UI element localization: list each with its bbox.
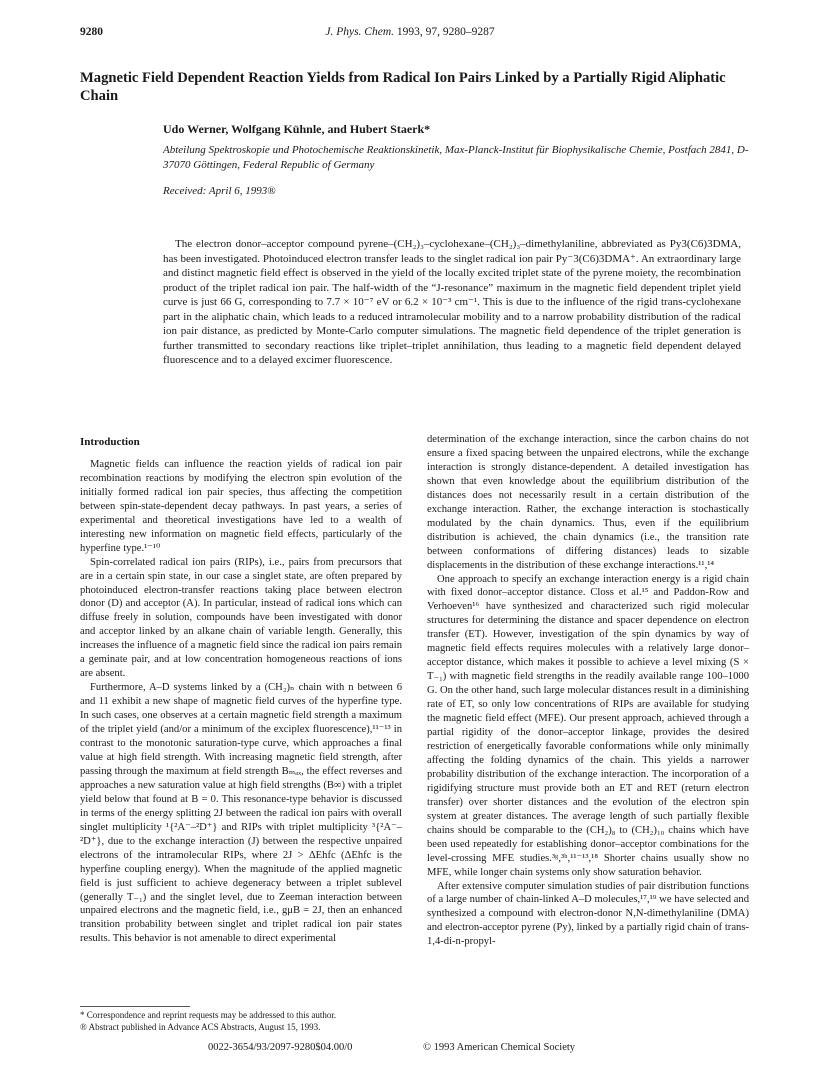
- footnote-correspondence: * Correspondence and reprint requests may be addressed to this author.: [80, 1010, 337, 1020]
- paragraph: One approach to specify an exchange interaction energy is a rigid chain with fixed donor–acceptor distance. Closs et al.¹⁵ and Paddon-Row and Verhoeven¹⁶ have synthesized and characterized such rigid molecular structures for determining the distance and spacer dependence on electron transfer (ET). However, investigation of the spin dynamics by way of magnetic field effects requires molecules with a relatively large donor–acceptor distance, which makes it possible to achieve a level mixing (S × T₋₁) with magnetic field strengths in the readily available range 100–1000 G. On the other hand, such large molecular distances result in a diminishing rate of ET, so only low concentrations of RIPs are available for studying the magnetic field effect (MFE). Our present approach, achieved through a partial rigidity of the donor–acceptor linkage, provides the desired restriction of energetically favorable conformations while only minimally affecting the folding dynamics of the chain. This yields a narrower probability distribution of the exchange interaction. The incorporation of a rigidifying structure must provide both an ET and RET (return electron transfer) over shorter distances and the evolution of the electron spin system at greater distances. The average length of such partially flexible chains should be comparable to the (CH₂)₈ to (CH₂)₁₀ chains which have been used repeatedly for establishing donor–acceptor combinations for the level-crossing MFE studies.³ᵍ,³ʰ,¹¹⁻¹³,¹⁸ Shorter chains usually show no MFE, while longer chain systems only show saturation behavior.: [427, 573, 749, 878]
- author-list: Udo Werner, Wolfgang Kühnle, and Hubert Staerk*: [163, 122, 431, 136]
- citation-info: 1993, 97, 9280–9287: [394, 26, 495, 38]
- footnote-divider: [80, 1006, 190, 1007]
- paragraph: determination of the exchange interaction, since the carbon chains do not ensure a fixed spacing between the unpaired electrons, while the exchange interaction is strongly distance-dependent. A detailed investigation has shown that even knowledge about the equilibrium distribution of the distances does not necessarily result in a certain distribution of the exchange interaction. Rather, the exchange interaction is stochastically modulated by the chain dynamics. Thus, even if the equilibrium distribution is achieved, the chain dynamics (i.e., the transition rate between conformations of differing distances) leads to sizable displacements in the distribution of these exchange interactions.¹¹,¹⁴: [427, 434, 749, 571]
- footnote-abstract-published: ® Abstract published in Advance ACS Abstracts, August 15, 1993.: [80, 1021, 321, 1032]
- paragraph: After extensive computer simulation studies of pair distribution functions of a large number of chain-linked A–D molecules,¹⁷,¹⁹ we have selected and synthesized a compound with electron-donor N,N-dimethylaniline (DMA) and electron-acceptor pyrene (Py), linked by a partially rigid chain of trans-1,4-di-n-propyl-: [427, 880, 749, 948]
- paragraph: Magnetic fields can influence the reaction yields of radical ion pair recombination reactions by modifying the electron spin evolution of the initially formed radical ion pair species, thus affecting the competition between spin-state-dependent decay pathways. In past years, a series of experimental and theoretical investigations have led to a wealth of interesting new information on magnetic field effects, particularly of the hyperfine type.¹⁻¹⁰: [80, 458, 402, 554]
- footnotes: [80, 1010, 410, 1033]
- running-header: [0, 26, 820, 38]
- article-title: Magnetic Field Dependent Reaction Yields from Radical Ion Pairs Linked by a Partially Rigid Aliphatic Chain: [80, 70, 726, 104]
- journal-name: J. Phys. Chem.: [325, 26, 395, 38]
- page-number: 9280: [80, 26, 103, 38]
- abstract: The electron donor–acceptor compound pyrene–(CH₂)₃–cyclohexane–(CH₂)₃–dimethylaniline, abbreviated as Py3(C6)3DMA, has been investigated. Photoinduced electron transfer leads to the singlet radical ion pair Py⁻3(C6)3DMA⁺. An extraordinary large and distinct magnetic field effect is observed in the yield of the locally excited triplet state of the pyrene moiety, the recombination product of the triplet radical ion pair. The half-width of the “J-resonance” maximum in the magnetic field dependent triplet yield curve is just 66 G, corresponding to 7.7 × 10⁻⁷ eV or 6.2 × 10⁻³ cm⁻¹. This is due to the influence of the rigid trans-cyclohexane part in the aliphatic chain, which leads to a reduced intramolecular mobility and to a narrow probability distribution of the radical ion pair distance, as predicted by Monte-Carlo computer simulations. The magnetic field dependence of the triplet generation is further transmitted to secondary reactions like triplet–triplet annihilation, thus leading to a magnetic field dependent delayed fluorescence and to a delayed excimer fluorescence.: [163, 238, 741, 366]
- paragraph: Furthermore, A–D systems linked by a (CH₂)ₙ chain with n between 6 and 11 exhibit a new shape of magnetic field curves of the hyperfine type. In such cases, one observes at a certain magnetic field strength a maximum of the triplet yield (and/or a minimum of the exciplex fluorescence),¹¹⁻¹³ in contrast to the monotonic saturation-type curve, which approaches a final value at high field strength. With increasing magnetic field strength, after passing through the maximum at field strength Bₘₐₓ, the effect reverses and approaches a new saturation value at high field strengths (B∞) with a triplet yield below that found at B = 0. This resonance-type behavior is discussed in terms of the energy splitting 2J between the radical ion pairs with overall singlet multiplicity ¹{²A⁻–²D⁺} and RIPs with triplet multiplicity ³{²A⁻–²D⁺}, due to the exchange interaction (J) between the respective unpaired electrons of the intramolecular RIPs, where 2J > ΔEhfc (ΔEhfc is the hyperfine coupling energy). When the magnitude of the applied magnetic field is just sufficient to achieve degeneracy between a triplet sublevel (generally T₋₁) and the singlet level, due to Zeeman interaction between unpaired electrons and the magnetic field, i.e., gμB = 2J, then an enhanced transition probability between singlet and triplet radical ion pair states results. This behavior is not amenable to direct experimental: [80, 682, 402, 945]
- left-column: [80, 436, 402, 946]
- copyright-notice: © 1993 American Chemical Society: [423, 1042, 576, 1053]
- paragraph: Spin-correlated radical ion pairs (RIPs), i.e., pairs from precursors that are in a certain spin state, in our case a singlet state, are often prepared by photoinduced electron-transfer reactions taking place between electron donor (D) and acceptor (A). In particular, instead of radical ions which can diffuse freely in solution, compounds have been investigated with donor and acceptor linked by an alkane chain of variable length. Generally, this increases the influence of a magnetic field since the radical ion pairs remain a geminate pair, and at low concentration homogeneous reactions of ions are absent.: [80, 556, 402, 680]
- affiliation: Abteilung Spektroskopie und Photochemische Reaktionskinetik, Max-Planck-Institut für Biophysikalische Chemie, Postfach 2841, D-37070 Göttingen, Federal Republic of Germany: [163, 144, 749, 171]
- received-date: Received: April 6, 1993®: [163, 185, 276, 197]
- publication-code: 0022-3654/93/2097-9280$04.00/0: [208, 1042, 353, 1053]
- right-column: [427, 433, 749, 949]
- section-heading: Introduction: [80, 436, 140, 448]
